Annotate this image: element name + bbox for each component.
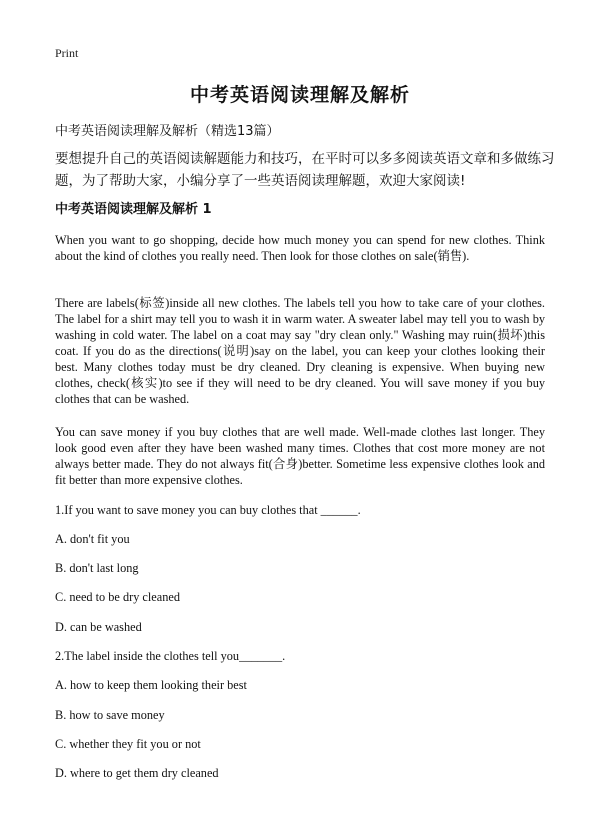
passage-paragraph-1: When you want to go shopping, decide how much money you can spend for new clothes. Think about the kind of clothes you really need. Then look for those clothes on sale(销售). [55, 233, 545, 263]
passage-paragraph-2: There are labels(标签)inside all new clothes. The labels tell you how to take care of your clothes. The label for a shirt may tell you to wash it in warm water. A sweater label may tell you to wash by washing in cold water. The label on a coat may say "dry clean only." Washing may ruin(损坏)this coat. If you do as the directions(说明)say on the label, you can keep your clothes looking their best. Many clothes today must be dry cleaned. Dry cleaning is expensive. When buying new clothes, check(核实)to see if they will need to be dry cleaned. You will save money if you buy clothes that can be washed. [55, 296, 545, 406]
question-2-option-a: A. how to keep them looking their best [55, 678, 247, 692]
section-heading: 中考英语阅读理解及解析 1 [55, 202, 212, 217]
question-2-option-d: D. where to get them dry cleaned [55, 766, 219, 780]
print-label: Print [55, 46, 79, 60]
question-1-option-a: A. don't fit you [55, 532, 130, 546]
question-1-option-c: C. need to be dry cleaned [55, 590, 180, 604]
question-1-stem: 1.If you want to save money you can buy clothes that ______. [55, 503, 361, 517]
question-1-option-b: B. don't last long [55, 561, 139, 575]
passage-paragraph-3: You can save money if you buy clothes that are well made. Well-made clothes last longer. They look good even after they have been washed many times. Clothes that cost more money are not always better made. They do not always fit(合身)better. Sometime less expensive clothes look and fit better than more expensive clothes. [55, 425, 545, 487]
page-title: 中考英语阅读理解及解析 [189, 84, 410, 106]
question-1-option-d: D. can be washed [55, 620, 142, 634]
question-2-option-c: C. whether they fit you or not [55, 737, 201, 751]
intro-paragraph: 要想提升自己的英语阅读解题能力和技巧，在平时可以多多阅读英语文章和多做练习题，为了帮助大家，小编分享了一些英语阅读理解题，欢迎大家阅读! [55, 151, 555, 189]
subtitle: 中考英语阅读理解及解析（精选13篇） [55, 124, 280, 139]
question-2-option-b: B. how to save money [55, 708, 165, 722]
question-2-stem: 2.The label inside the clothes tell you_______. [55, 649, 286, 663]
